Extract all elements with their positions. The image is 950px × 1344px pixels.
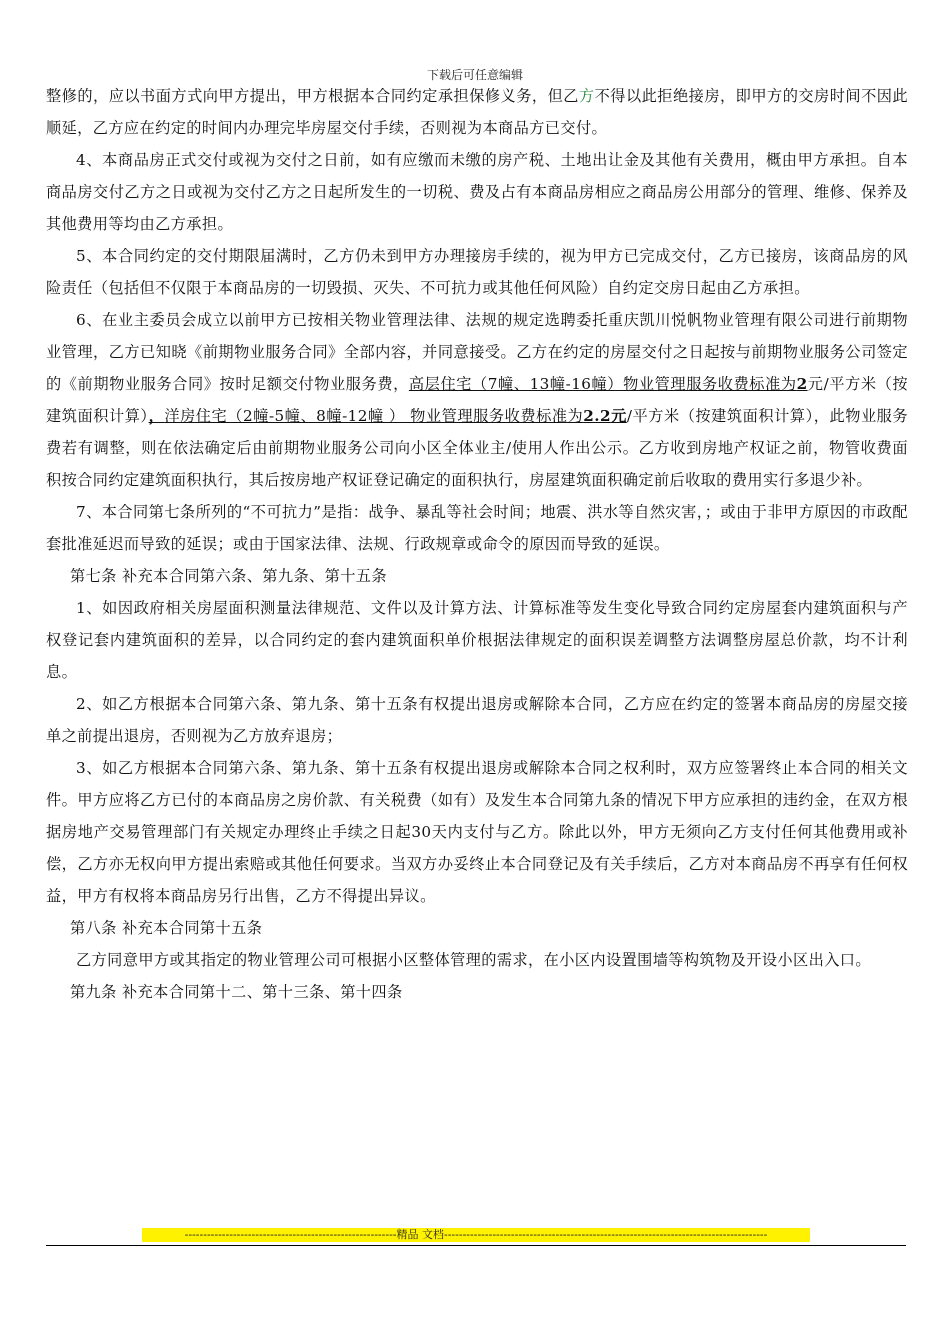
villa-fee-label: 洋房住宅（2幢-5幢、8幢-12幢 ） 物业管理服务收费标准为 bbox=[164, 407, 584, 425]
continuation-text-a: 整修的，应以书面方式向甲方提出，甲方根据本合同约定承担保修义务，但乙 bbox=[46, 87, 579, 105]
high-rise-fee-label: 高层住宅（7幢、13幢-16幢）物业管理服务收费标准为 bbox=[408, 375, 797, 393]
document-body bbox=[46, 80, 908, 1008]
item-7-paragraph: 7、本合同第七条所列的“不可抗力”是指：战争、暴乱等社会时间；地震、洪水等自然灾害，；或由于非甲方原因的市政配套批准延迟而导致的延误；或由于国家法律、法规、行政规章或命令的原因而导致的延误。 bbox=[46, 503, 908, 553]
high-rise-fee-value: 2 bbox=[796, 375, 808, 393]
fee-separator: ， bbox=[148, 407, 165, 425]
article-7-clause-2: 2、如乙方根据本合同第六条、第九条、第十五条有权提出退房或解除本合同，乙方应在约定的签署本商品房的房屋交接单之前提出退房，否则视为乙方放弃退房； bbox=[46, 695, 908, 745]
villa-fee-unit: 元 bbox=[610, 407, 627, 425]
footer-divider bbox=[46, 1245, 906, 1246]
continuation-text-b: 方 bbox=[578, 87, 595, 105]
item-5-paragraph: 5、本合同约定的交付期限届满时，乙方仍未到甲方办理接房手续的，视为甲方已完成交付，乙方已接房，该商品房的风险责任（包括但不仅限于本商品房的一切毁损、灭失、不可抗力或其他任何风险）自约定交房日起由乙方承担。 bbox=[46, 247, 908, 297]
continuation-text-c: 不得以此拒绝接房，即甲方的交房时间不因此顺延，乙方应在约定的时间内办理完毕房屋交付手续，否则视为本商品方已交付。 bbox=[46, 87, 909, 137]
footer-banner: ---------------------------------------------------------精品 文档--------------------------------------------------------------------------------------- bbox=[142, 1228, 810, 1242]
high-rise-fee-basis: /平方米（按建筑面积计算） bbox=[46, 375, 908, 425]
item-6-paragraph bbox=[46, 304, 908, 496]
article-7-clause-1: 1、如因政府相关房屋面积测量法律规范、文件以及计算方法、计算标准等发生变化导致合同约定房屋套内建筑面积与产权登记套内建筑面积的差异，以合同约定的套内建筑面积单价根据法律规定的面积误差调整方法调整房屋总价款，均不计利息。 bbox=[46, 599, 908, 681]
continuation-paragraph bbox=[46, 80, 908, 144]
high-rise-fee-unit: 元 bbox=[807, 375, 824, 393]
header-note: 下载后可任意编辑 bbox=[426, 68, 523, 82]
item-6-text-1: 6、在业主委员会成立以前甲方已按相关物业管理法律、法规的规定选聘委托重庆凯川悦帆物业管理有限公司进行前期物业管理，乙方已知晓《前期物业服务合同》全部内容，并同意接受。乙方在约定的房屋交付之日起按与前期物业服务公司签定的《前期物业服务合同》按时足额交付物业服务费， bbox=[46, 311, 908, 393]
villa-fee-value: 2.2 bbox=[583, 407, 611, 425]
article-8-clause-1: 乙方同意甲方或其指定的物业管理公司可根据小区整体管理的需求，在小区内设置围墙等构筑物及开设小区出入口。 bbox=[76, 951, 871, 969]
item-6-text-2: /平方米（按建筑面积计算），此物业服务费若有调整，则在依法确定后由前期物业服务公司向小区全体业主/使用人作出公示。乙方收到房地产权证之前，物管收费面积按合同约定建筑面积执行，其后按房地产权证登记确定的面积执行，房屋建筑面积确定前后收取的费用实行多退少补。 bbox=[46, 407, 909, 489]
article-7-clause-3: 3、如乙方根据本合同第六条、第九条、第十五条有权提出退房或解除本合同之权利时，双方应签署终止本合同的相关文件。甲方应将乙方已付的本商品房之房价款、有关税费（如有）及发生本合同第九条的情况下甲方应承担的违约金，在双方根据房地产交易管理部门有关规定办理终止手续之日起30天内支付与乙方。除此以外，甲方无须向乙方支付任何其他费用或补偿，乙方亦无权向甲方提出索赔或其他任何要求。当双方办妥终止本合同登记及有关手续后，乙方对本商品房不再享有任何权益，甲方有权将本商品房另行出售，乙方不得提出异议。 bbox=[46, 759, 908, 905]
item-4-paragraph: 4、本商品房正式交付或视为交付之日前，如有应缴而未缴的房产税、土地出让金及其他有关费用，概由甲方承担。自本商品房交付乙方之日或视为交付乙方之日起所发生的一切税、费及占有本商品房相应之商品房公用部分的管理、维修、保养及其他费用等均由乙方承担。 bbox=[46, 151, 908, 233]
article-7-title: 第七条 补充本合同第六条、第九条、第十五条 bbox=[70, 567, 387, 585]
article-9-title: 第九条 补充本合同第十二、第十三条、第十四条 bbox=[70, 983, 403, 1001]
article-8-title: 第八条 补充本合同第十五条 bbox=[70, 919, 263, 937]
